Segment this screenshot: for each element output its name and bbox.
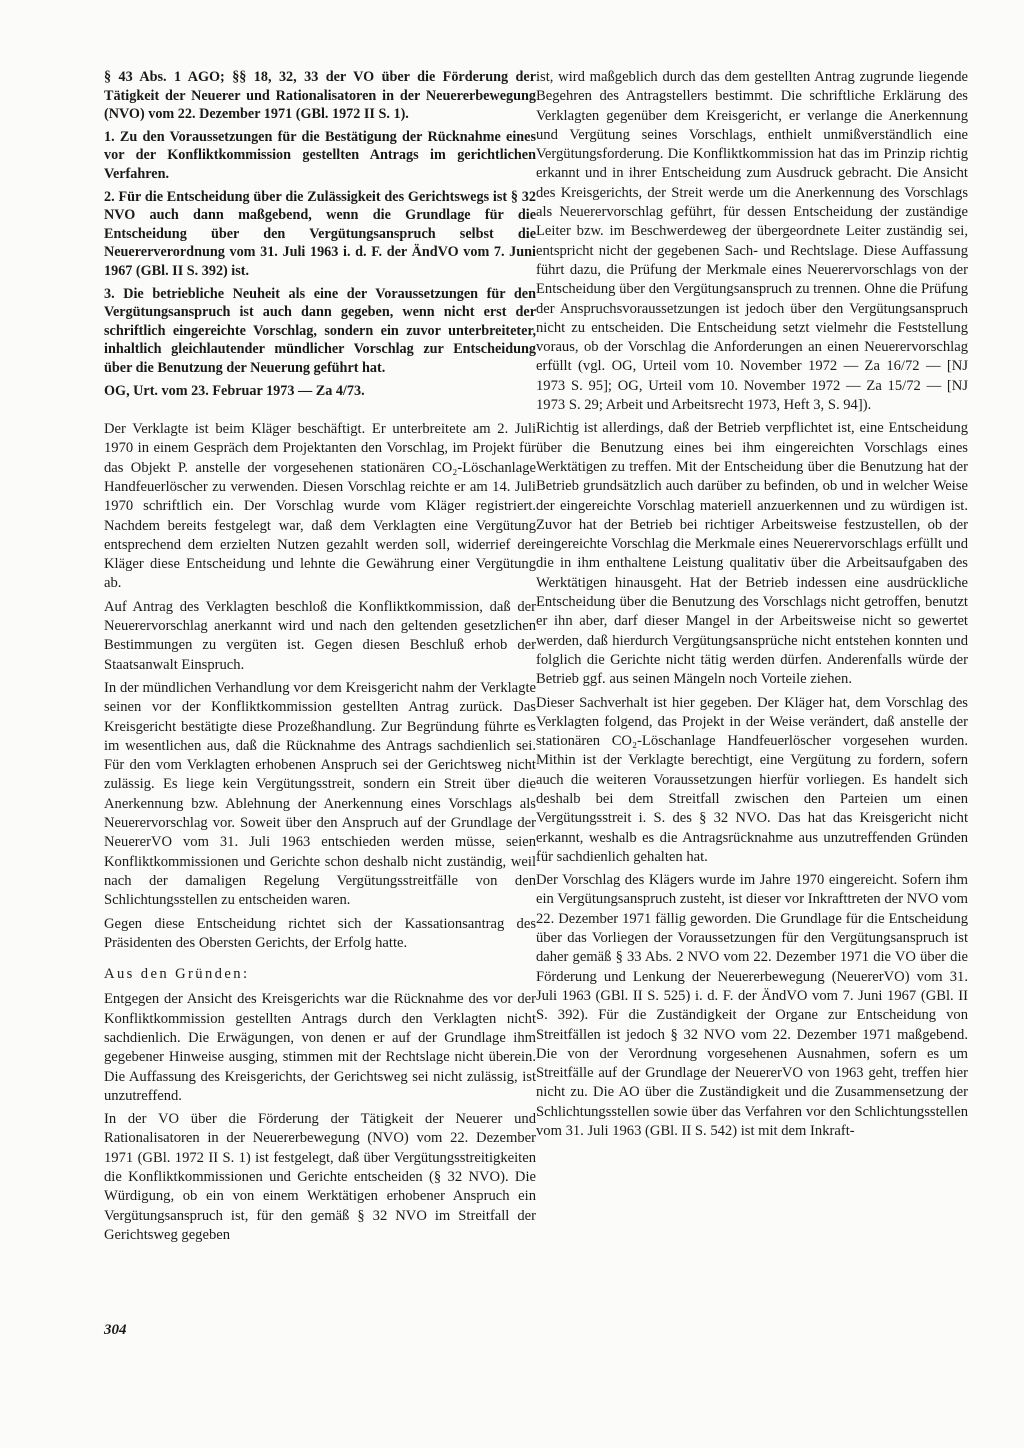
reasons-paragraph: Der Vorschlag des Klägers wurde im Jahre 1970 eingereicht. Sofern ihm ein Vergütungsanspruch zusteht, ist dieser vor Inkrafttreten der NVO vom 22. Dezember 1971 fällig geworden. Die Grundlage für die Entscheidung über das Vorliegen der Voraussetzungen für den Vergütungsanspruch ist daher gemäß § 33 Abs. 2 NVO vom 22. Dezember 1971 die VO über die Förderung und Lenkung der Neuererbewegung (NeuererVO) vom 31. Juli 1963 (GBl. II S. 525) i. d. F. der ÄndVO vom 7. Juni 1967 (GBl. II S. 392). Für die Zuständigkeit der Organe zur Entscheidung von Streitfällen ist jedoch § 32 NVO vom 22. Dezember 1971 maßgebend. Die von der Verordnung vorgesehenen Ausnahmen, sofern es um Streitfälle auf der Grundlage der NeuererVO von 1963 geht, treffen hier nicht zu. Die AO über die Zuständigkeit und die Zusammensetzung der Schlichtungsstellen sowie über das Verfahren vor den Schlichtungsstellen vom 31. Juli 1963 (GBl. II S. 542) ist mit dem Inkraft- [536, 872, 968, 1140]
facts-paragraph: Gegen diese Entscheidung richtet sich der Kassationsantrag des Präsidenten des Obersten Gerichts, der Erfolg hatte. [104, 915, 536, 951]
page-number: 304 [104, 1322, 127, 1338]
reasons-paragraph: ist, wird maßgeblich durch das dem gestellten Antrag zugrunde liegende Begehren des Antragstellers bestimmt. Die schriftliche Erklärung des Verklagten gegenüber dem Kreisgericht, er verlange die Anerkennung und Vergütung seines Vorschlags, enthielt unmißverständlich eine Vergütungsforderung. Die Konfliktkommission hat das im Prinzip richtig erkannt und in ihrer Entscheidung zum Ausdruck gebracht. Die Ansicht des Kreisgerichts, der Streit werde um die Anerkennung des Vorschlags als Neuerervorschlag geführt, für dessen Entscheidung der zuständige Leiter bzw. im Beschwerdeweg der übergeordnete Leiter zuständig sei, entspricht nicht der gegebenen Sach- und Rechtslage. Diese Auffassung führt dazu, die Prüfung der Merkmale eines Neuerervorschlags von der Entscheidung über den Vergütungsanspruch zu trennen. Ohne die Prüfung der Anspruchsvoraussetzungen ist jedoch über den Vergütungsanspruch nicht zu entscheiden. Die Entscheidung setzt vielmehr die Feststellung voraus, ob der Vorschlag die Anforderungen an einen Neuerervorschlag erfüllt (vgl. OG, Urteil vom 10. November 1972 — Za 16/72 — [NJ 1973 S. 95]; OG, Urteil vom 10. November 1972 — Za 15/72 — [NJ 1973 S. 29; Arbeit und Arbeitsrecht 1973, Heft 3, S. 94]). [536, 69, 968, 414]
headnote-3: 3. Die betriebliche Neuheit als eine der Voraussetzungen für den Vergütungsanspruch ist auch dann gegeben, wenn nicht erst der schriftlich eingereichte Vorschlag, sondern ein zuvor unterbreiteter, inhaltlich gleichlautender mündlicher Vorschlag zur Entscheidung über die Benutzung der Neuerung geführt hat. [104, 285, 536, 376]
facts-paragraph: Auf Antrag des Verklagten beschloß die Konfliktkommission, daß der Neuerervorschlag anerkannt wird und nach den geltenden gesetzlichen Bestimmungen zu vergüten ist. Gegen diesen Beschluß erhob der Staatsanwalt Einspruch. [104, 598, 536, 673]
headnote-2: 2. Für die Entscheidung über die Zulässigkeit des Gerichtswegs ist § 32 NVO auch dann maßgebend, wenn die Grundlage für die Entscheidung über den Vergütungsanspruch selbst die Neuererverordnung vom 31. Juli 1963 i. d. F. der ÄndVO vom 7. Juni 1967 (GBl. II S. 392) ist. [104, 188, 536, 279]
court-reference: OG, Urt. vom 23. Februar 1973 — Za 4/73. [104, 382, 365, 399]
reasons-paragraph: Dieser Sachverhalt ist hier gegeben. Der Kläger hat, dem Vorschlag des Verklagten folgend, das Projekt in der Weise verändert, daß anstelle der stationären CO₂-Löschanlage Handfeuerlöscher vorgesehen wurden. Mithin ist der Verklagte berechtigt, eine Vergütung zu fordern, sofern auch die weiteren Voraussetzungen hierfür vorliegen. Es handelt sich deshalb bei dem Streitfall zwischen den Parteien um einen Vergütungsstreit i. S. des § 32 NVO. Das hat das Kreisgericht nicht erkannt, weshalb es die Antragsrücknahme aus unzutreffenden Gründen für sachdienlich gehalten hat. [536, 694, 968, 865]
spacer [104, 404, 536, 420]
reasons-paragraph: In der VO über die Förderung der Tätigkeit der Neuerer und Rationalisatoren in der Neuererbewegung (NVO) vom 22. Dezember 1971 (GBl. 1972 II S. 1) ist festgelegt, daß über Vergütungsstreitigkeiten die Konfliktkommissionen und Gerichte entscheiden (§ 32 NVO). Die Würdigung, ob ein von einem Werktätigen erhobener Anspruch ein Vergütungsanspruch ist, für den gemäß § 32 NVO im Streitfall der Gerichtsweg gegeben [104, 1111, 536, 1243]
section-heading: Aus den Gründen: [104, 966, 250, 983]
facts-paragraph: Der Verklagte ist beim Kläger beschäftigt. Er unterbreitete am 2. Juli 1970 in einem Gespräch dem Projektanten den Vorschlag, im Projekt für das Objekt P. anstelle der vorgesehenen stationären CO₂-Löschanlage Handfeuerlöscher zu verwenden. Diesen Vorschlag reichte er am 14. Juli 1970 schriftlich ein. Der Vorschlag wurde vom Kläger registriert. Nachdem bereits festgelegt war, daß dem Verklagten eine Vergütung entsprechend dem erzielten Nutzen gezahlt werden soll, widerrief der Kläger diese Entscheidung und lehnte die Gewährung einer Vergütung ab. [104, 421, 536, 592]
facts-paragraph: In der mündlichen Verhandlung vor dem Kreisgericht nahm der Verklagte seinen vor der Konfliktkommission gestellten Antrag zurück. Das Kreisgericht bestätigte diese Prozeßhandlung. Zur Begründung führte es im wesentlichen aus, daß die Rücknahme des Antrags sachdienlich sei. Für den vom Verklagten erhobenen Anspruch sei der Gerichtsweg nicht zulässig. Es liege kein Vergütungsstreit, sondern ein Streit über die Anerkennung bzw. Ablehnung der Anerkennung eines Vorschlags als Neuerervorschlag vor. Soweit über den Anspruch auf der Grundlage der NeuererVO vom 31. Juli 1963 entschieden werden müsse, seien Konfliktkommissionen und Gerichte schon deshalb nicht zuständig, weil nach der damaligen Regelung Vergütungsstreitfälle von den Schlichtungsstellen zu entscheiden waren. [104, 679, 536, 909]
left-column [104, 68, 536, 1249]
right-column [536, 68, 968, 1145]
headnote-citation: § 43 Abs. 1 AGO; §§ 18, 32, 33 der VO über die Förderung der Tätigkeit der Neuerer und Rationalisatoren in der Neuererbewegung (NVO) vom 22. Dezember 1971 (GBl. 1972 II S. 1). [104, 69, 536, 123]
reasons-paragraph: Entgegen der Ansicht des Kreisgerichts war die Rücknahme des vor der Konfliktkommission gestellten Antrags durch den Verklagten nicht sachdienlich. Die Erwägungen, von denen er auf der Grundlage ihm gegebener Hinweise ausging, stimmen mit der Rechtslage nicht überein. Die Auffassung des Kreisgerichts, der Gerichtsweg sei nicht zulässig, ist unzutreffend. [104, 991, 536, 1104]
reasons-paragraph: Richtig ist allerdings, daß der Betrieb verpflichtet ist, eine Entscheidung über die Benutzung eines bei ihm eingereichten Vorschlags eines Werktätigen zu treffen. Mit der Entscheidung über die Benutzung hat der Betrieb grundsätzlich auch darüber zu befinden, ob und in welcher Weise der eingereichte Vorschlag materiell anzuerkennen und zu würdigen ist. Zuvor hat der Betrieb bei richtiger Arbeitsweise festzustellen, ob der eingereichte Vorschlag die Merkmale eines Neuerervorschlags erfüllt und die in ihm enthaltene Leistung qualitativ über die Arbeitsaufgaben des Werktätigen hinausgeht. Hat der Betrieb indessen eine ausdrückliche Entscheidung über die Benutzung des Vorschlags nicht getroffen, benutzt er ihn aber, darf dieser Mangel in der Arbeitsweise nicht so gewertet werden, daß hierdurch Vergütungsansprüche nicht entstehen konnten und folglich die Gerichte nicht tätig werden dürfen. Anderenfalls würde der Betrieb ggf. aus seinen Mängeln noch Vorteile ziehen. [536, 420, 968, 688]
headnote-1: 1. Zu den Voraussetzungen für die Bestätigung der Rücknahme eines vor der Konfliktkommission gestellten Antrags im gerichtlichen Verfahren. [104, 128, 536, 182]
